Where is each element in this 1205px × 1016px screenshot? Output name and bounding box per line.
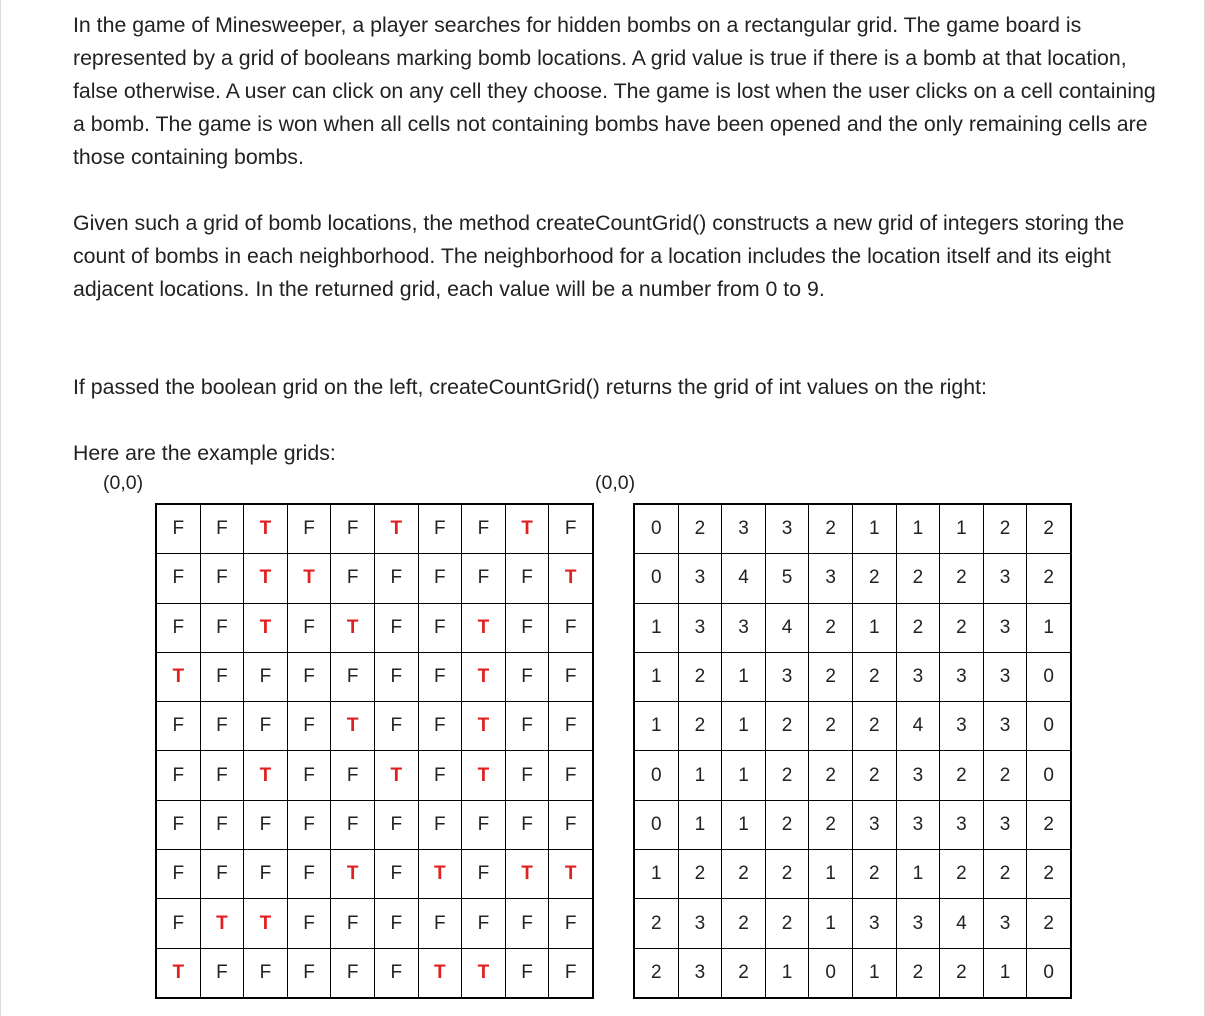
count-grid-cell: 2 bbox=[852, 652, 896, 701]
count-grid-cell: 2 bbox=[809, 652, 853, 701]
count-grid-origin-label: (0,0) bbox=[595, 472, 636, 494]
example-intro-paragraph: If passed the boolean grid on the left, createCountGrid() returns the grid of int values on the right: bbox=[73, 375, 987, 399]
count-grid-cell: 5 bbox=[765, 554, 809, 603]
boolean-grid-cell: F bbox=[200, 800, 244, 849]
bomb-count-grid bbox=[633, 503, 1072, 999]
count-grid-cell: 1 bbox=[634, 702, 678, 751]
count-grid-cell: 1 bbox=[896, 850, 940, 899]
count-grid-cell: 0 bbox=[1027, 751, 1071, 800]
count-grid-cell: 3 bbox=[722, 603, 766, 652]
boolean-grid-cell: T bbox=[462, 702, 506, 751]
boolean-grid-cell: F bbox=[462, 850, 506, 899]
count-grid-cell: 3 bbox=[940, 800, 984, 849]
boolean-grid-cell: F bbox=[331, 899, 375, 948]
boolean-grid-cell: F bbox=[549, 800, 593, 849]
boolean-grid-cell: F bbox=[549, 702, 593, 751]
count-grid-cell: 3 bbox=[678, 948, 722, 998]
count-grid-cell: 4 bbox=[722, 554, 766, 603]
boolean-grid-cell: F bbox=[374, 702, 418, 751]
count-grid-cell: 3 bbox=[852, 800, 896, 849]
count-grid-cell: 2 bbox=[722, 948, 766, 998]
count-grid-cell: 2 bbox=[678, 702, 722, 751]
boolean-grid-cell: T bbox=[549, 850, 593, 899]
boolean-grid-cell: F bbox=[505, 603, 549, 652]
count-grid-cell: 2 bbox=[983, 751, 1027, 800]
boolean-grid-cell: F bbox=[374, 899, 418, 948]
count-grid-cell: 2 bbox=[896, 603, 940, 652]
count-grid-cell: 2 bbox=[983, 504, 1027, 554]
boolean-grid-cell: T bbox=[374, 504, 418, 554]
count-grid-cell: 3 bbox=[809, 554, 853, 603]
count-grid-cell: 2 bbox=[940, 603, 984, 652]
boolean-grid-cell: T bbox=[418, 948, 462, 998]
boolean-grid-cell: F bbox=[287, 948, 331, 998]
count-grid-cell: 3 bbox=[983, 652, 1027, 701]
boolean-grid-cell: F bbox=[200, 751, 244, 800]
boolean-grid-cell: F bbox=[244, 702, 288, 751]
count-grid-cell: 2 bbox=[678, 652, 722, 701]
count-grid-cell: 2 bbox=[809, 504, 853, 554]
count-grid-cell: 2 bbox=[765, 702, 809, 751]
boolean-grid-row bbox=[156, 652, 593, 701]
count-grid-cell: 0 bbox=[634, 554, 678, 603]
boolean-grid-cell: F bbox=[505, 554, 549, 603]
boolean-grid-cell: F bbox=[244, 800, 288, 849]
count-grid-cell: 1 bbox=[983, 948, 1027, 998]
count-grid-row bbox=[634, 850, 1071, 899]
count-grid-cell: 3 bbox=[983, 702, 1027, 751]
boolean-grid-cell: F bbox=[374, 652, 418, 701]
boolean-grid-row bbox=[156, 554, 593, 603]
count-grid-cell: 2 bbox=[1027, 504, 1071, 554]
count-grid-cell: 2 bbox=[1027, 554, 1071, 603]
boolean-grid-cell: T bbox=[200, 899, 244, 948]
boolean-grid-cell: F bbox=[462, 554, 506, 603]
boolean-grid-cell: T bbox=[462, 652, 506, 701]
count-grid-cell: 2 bbox=[1027, 899, 1071, 948]
count-grid-cell: 3 bbox=[983, 899, 1027, 948]
count-grid-cell: 3 bbox=[896, 751, 940, 800]
count-grid-cell: 1 bbox=[634, 603, 678, 652]
boolean-grid-cell: F bbox=[287, 702, 331, 751]
count-grid-cell: 2 bbox=[678, 850, 722, 899]
boolean-grid-cell: F bbox=[156, 751, 200, 800]
count-grid-cell: 1 bbox=[809, 850, 853, 899]
boolean-bomb-grid bbox=[155, 503, 594, 999]
boolean-grid-cell: F bbox=[462, 899, 506, 948]
count-grid-cell: 0 bbox=[809, 948, 853, 998]
boolean-grid-cell: T bbox=[331, 850, 375, 899]
boolean-grid-row bbox=[156, 504, 593, 554]
boolean-grid-cell: F bbox=[374, 850, 418, 899]
count-grid-row bbox=[634, 948, 1071, 998]
boolean-grid-cell: F bbox=[156, 850, 200, 899]
boolean-grid-cell: F bbox=[156, 702, 200, 751]
count-grid-cell: 1 bbox=[634, 850, 678, 899]
count-grid-cell: 1 bbox=[722, 800, 766, 849]
left-border-rule bbox=[0, 0, 1, 1016]
boolean-grid-cell: F bbox=[200, 603, 244, 652]
boolean-grid-cell: F bbox=[287, 751, 331, 800]
boolean-grid-cell: F bbox=[418, 751, 462, 800]
boolean-grid-cell: T bbox=[244, 603, 288, 652]
boolean-grid-cell: F bbox=[505, 899, 549, 948]
count-grid-cell: 3 bbox=[983, 554, 1027, 603]
boolean-grid-cell: F bbox=[200, 504, 244, 554]
count-grid-cell: 3 bbox=[765, 504, 809, 554]
boolean-grid-cell: F bbox=[331, 948, 375, 998]
count-grid-cell: 1 bbox=[722, 652, 766, 701]
boolean-grid-cell: F bbox=[374, 554, 418, 603]
boolean-grid-cell: F bbox=[462, 504, 506, 554]
count-grid-cell: 2 bbox=[765, 850, 809, 899]
count-grid-cell: 2 bbox=[940, 948, 984, 998]
count-grid-cell: 1 bbox=[765, 948, 809, 998]
boolean-grid-cell: T bbox=[244, 504, 288, 554]
count-grid-cell: 2 bbox=[940, 554, 984, 603]
count-grid-cell: 1 bbox=[722, 702, 766, 751]
boolean-grid-cell: F bbox=[418, 504, 462, 554]
boolean-grid-cell: F bbox=[200, 702, 244, 751]
boolean-grid-cell: F bbox=[462, 800, 506, 849]
boolean-grid-cell: F bbox=[331, 652, 375, 701]
boolean-grid-cell: F bbox=[331, 554, 375, 603]
boolean-grid-cell: F bbox=[331, 504, 375, 554]
boolean-grid-cell: F bbox=[287, 850, 331, 899]
count-grid-cell: 3 bbox=[896, 800, 940, 849]
count-grid-cell: 0 bbox=[1027, 702, 1071, 751]
count-grid-cell: 0 bbox=[1027, 948, 1071, 998]
boolean-grid-cell: F bbox=[549, 948, 593, 998]
count-grid-cell: 2 bbox=[983, 850, 1027, 899]
boolean-grid-cell: F bbox=[505, 702, 549, 751]
count-grid-cell: 1 bbox=[722, 751, 766, 800]
count-grid-row bbox=[634, 751, 1071, 800]
count-grid-cell: 1 bbox=[809, 899, 853, 948]
count-grid-cell: 2 bbox=[852, 702, 896, 751]
boolean-grid-cell: T bbox=[505, 504, 549, 554]
count-grid-cell: 2 bbox=[940, 751, 984, 800]
count-grid-cell: 2 bbox=[765, 751, 809, 800]
boolean-grid-cell: T bbox=[156, 652, 200, 701]
count-grid-cell: 1 bbox=[1027, 603, 1071, 652]
count-grid-cell: 2 bbox=[722, 850, 766, 899]
boolean-grid-cell: F bbox=[200, 850, 244, 899]
boolean-grid-cell: F bbox=[549, 504, 593, 554]
boolean-grid-cell: F bbox=[374, 603, 418, 652]
count-grid-row bbox=[634, 702, 1071, 751]
boolean-grid-cell: F bbox=[505, 800, 549, 849]
count-grid-cell: 2 bbox=[940, 850, 984, 899]
boolean-grid-cell: T bbox=[462, 603, 506, 652]
boolean-grid-cell: F bbox=[156, 800, 200, 849]
count-grid-cell: 0 bbox=[634, 800, 678, 849]
count-grid-cell: 1 bbox=[852, 948, 896, 998]
count-grid-cell: 4 bbox=[896, 702, 940, 751]
boolean-grid-cell: F bbox=[200, 554, 244, 603]
count-grid-cell: 1 bbox=[940, 504, 984, 554]
count-grid-row bbox=[634, 899, 1071, 948]
boolean-grid-cell: F bbox=[287, 504, 331, 554]
count-grid-row bbox=[634, 504, 1071, 554]
boolean-grid-cell: F bbox=[505, 948, 549, 998]
count-grid-cell: 3 bbox=[678, 899, 722, 948]
boolean-grid-cell: F bbox=[287, 652, 331, 701]
boolean-grid-cell: F bbox=[374, 800, 418, 849]
boolean-grid-cell: T bbox=[331, 702, 375, 751]
boolean-grid-row bbox=[156, 603, 593, 652]
method-description-paragraph: Given such a grid of bomb locations, the method createCountGrid() constructs a new grid of integers storing the count of bombs in each neighborhood. The neighborhood for a location includes the location itself and its eight adjacent locations. In the returned grid, each value will be a number from 0 to 9. bbox=[73, 211, 1125, 301]
boolean-grid-cell: T bbox=[505, 850, 549, 899]
boolean-grid-cell: T bbox=[418, 850, 462, 899]
count-grid-cell: 4 bbox=[940, 899, 984, 948]
boolean-grid-cell: F bbox=[374, 948, 418, 998]
boolean-grid-cell: F bbox=[244, 652, 288, 701]
boolean-grid-cell: F bbox=[287, 603, 331, 652]
boolean-grid-cell: T bbox=[374, 751, 418, 800]
count-grid-cell: 2 bbox=[809, 800, 853, 849]
boolean-grid-cell: F bbox=[244, 948, 288, 998]
count-grid-cell: 2 bbox=[765, 899, 809, 948]
boolean-grid-cell: F bbox=[418, 899, 462, 948]
boolean-grid-cell: F bbox=[244, 850, 288, 899]
boolean-grid-cell: F bbox=[418, 554, 462, 603]
count-grid-cell: 2 bbox=[896, 948, 940, 998]
boolean-grid-cell: F bbox=[549, 899, 593, 948]
boolean-grid-cell: F bbox=[287, 899, 331, 948]
boolean-grid-cell: F bbox=[331, 751, 375, 800]
count-grid-cell: 0 bbox=[634, 751, 678, 800]
boolean-grid-cell: T bbox=[462, 751, 506, 800]
boolean-grid-cell: F bbox=[549, 603, 593, 652]
boolean-grid-cell: F bbox=[418, 603, 462, 652]
boolean-grid-cell: F bbox=[287, 800, 331, 849]
count-grid-cell: 2 bbox=[634, 899, 678, 948]
count-grid-cell: 1 bbox=[896, 504, 940, 554]
count-grid-cell: 2 bbox=[809, 603, 853, 652]
count-grid-cell: 3 bbox=[678, 603, 722, 652]
count-grid-cell: 1 bbox=[634, 652, 678, 701]
count-grid-cell: 2 bbox=[896, 554, 940, 603]
count-grid-cell: 2 bbox=[722, 899, 766, 948]
boolean-grid-cell: F bbox=[156, 603, 200, 652]
intro-paragraph: In the game of Minesweeper, a player searches for hidden bombs on a rectangular grid. The game board is represented by a grid of booleans marking bomb locations. A grid value is true if there is a bomb at that location, false otherwise. A user can click on any cell they choose. The game is lost when the user clicks on a cell containing a bomb. The game is won when all cells not containing bombs have been opened and the only remaining cells are those containing bombs. bbox=[73, 13, 1156, 169]
count-grid-cell: 3 bbox=[852, 899, 896, 948]
boolean-grid-cell: F bbox=[200, 948, 244, 998]
count-grid-cell: 1 bbox=[678, 800, 722, 849]
count-grid-row bbox=[634, 800, 1071, 849]
boolean-grid-row bbox=[156, 702, 593, 751]
count-grid-cell: 2 bbox=[634, 948, 678, 998]
boolean-grid-row bbox=[156, 800, 593, 849]
count-grid-cell: 1 bbox=[852, 504, 896, 554]
boolean-grid-cell: F bbox=[418, 800, 462, 849]
count-grid-cell: 4 bbox=[765, 603, 809, 652]
count-grid-cell: 2 bbox=[852, 751, 896, 800]
count-grid-cell: 2 bbox=[765, 800, 809, 849]
boolean-grid-cell: F bbox=[156, 899, 200, 948]
count-grid-cell: 2 bbox=[852, 850, 896, 899]
boolean-grid-cell: F bbox=[549, 652, 593, 701]
boolean-grid-cell: F bbox=[156, 554, 200, 603]
boolean-grid-cell: T bbox=[244, 751, 288, 800]
boolean-grid-row bbox=[156, 899, 593, 948]
boolean-grid-cell: F bbox=[331, 800, 375, 849]
count-grid-cell: 3 bbox=[896, 899, 940, 948]
count-grid-cell: 2 bbox=[1027, 800, 1071, 849]
boolean-grid-cell: F bbox=[505, 652, 549, 701]
count-grid-cell: 3 bbox=[765, 652, 809, 701]
boolean-grid-cell: F bbox=[505, 751, 549, 800]
count-grid-cell: 2 bbox=[678, 504, 722, 554]
count-grid-row bbox=[634, 652, 1071, 701]
boolean-grid-cell: T bbox=[331, 603, 375, 652]
count-grid-cell: 3 bbox=[896, 652, 940, 701]
count-grid-cell: 2 bbox=[852, 554, 896, 603]
boolean-grid-cell: T bbox=[244, 899, 288, 948]
boolean-grid-cell: F bbox=[549, 751, 593, 800]
count-grid-cell: 3 bbox=[940, 702, 984, 751]
count-grid-cell: 1 bbox=[852, 603, 896, 652]
count-grid-cell: 3 bbox=[983, 800, 1027, 849]
boolean-grid-cell: F bbox=[418, 652, 462, 701]
count-grid-cell: 0 bbox=[1027, 652, 1071, 701]
count-grid-cell: 2 bbox=[1027, 850, 1071, 899]
count-grid-cell: 2 bbox=[809, 702, 853, 751]
boolean-grid-cell: T bbox=[287, 554, 331, 603]
boolean-grid-cell: F bbox=[156, 504, 200, 554]
boolean-grid-cell: F bbox=[200, 652, 244, 701]
boolean-grid-cell: T bbox=[549, 554, 593, 603]
count-grid-cell: 2 bbox=[809, 751, 853, 800]
count-grid-row bbox=[634, 603, 1071, 652]
count-grid-cell: 3 bbox=[722, 504, 766, 554]
example-grids-heading: Here are the example grids: bbox=[73, 441, 336, 465]
count-grid-cell: 0 bbox=[634, 504, 678, 554]
boolean-grid-row bbox=[156, 948, 593, 998]
boolean-grid-origin-label: (0,0) bbox=[103, 472, 144, 494]
count-grid-cell: 3 bbox=[678, 554, 722, 603]
count-grid-cell: 3 bbox=[940, 652, 984, 701]
boolean-grid-cell: T bbox=[156, 948, 200, 998]
boolean-grid-cell: T bbox=[462, 948, 506, 998]
count-grid-cell: 3 bbox=[983, 603, 1027, 652]
boolean-grid-cell: F bbox=[418, 702, 462, 751]
count-grid-cell: 1 bbox=[678, 751, 722, 800]
count-grid-row bbox=[634, 554, 1071, 603]
boolean-grid-cell: T bbox=[244, 554, 288, 603]
boolean-grid-row bbox=[156, 751, 593, 800]
boolean-grid-row bbox=[156, 850, 593, 899]
